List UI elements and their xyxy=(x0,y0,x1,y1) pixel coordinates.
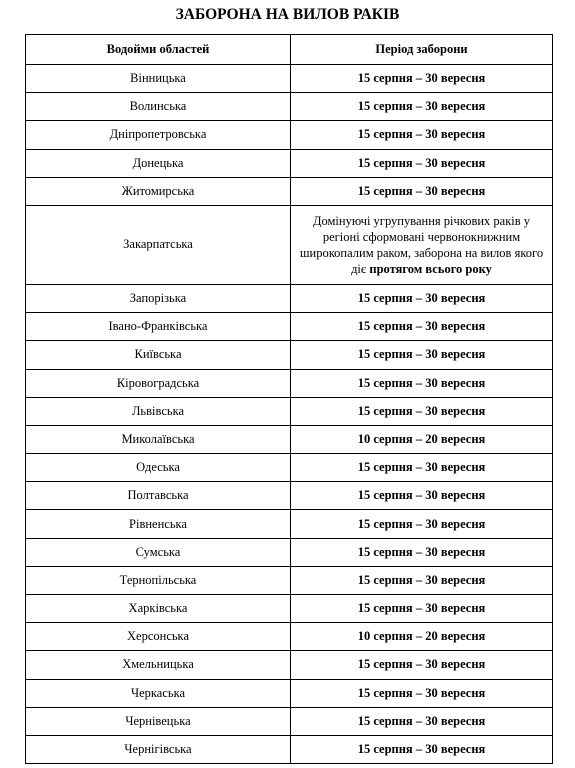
table-row xyxy=(26,397,553,425)
table-row xyxy=(26,313,553,341)
period-cell: 15 серпня – 30 вересня xyxy=(291,482,553,510)
table-row xyxy=(26,177,553,205)
table-row xyxy=(26,65,553,93)
header-region: Водойми областей xyxy=(26,35,291,65)
period-cell: 15 серпня – 30 вересня xyxy=(291,566,553,594)
region-cell: Чернівецька xyxy=(26,707,291,735)
region-cell: Донецька xyxy=(26,149,291,177)
period-note-cell xyxy=(291,205,553,284)
period-cell: 15 серпня – 30 вересня xyxy=(291,369,553,397)
period-cell: 15 серпня – 30 вересня xyxy=(291,93,553,121)
period-cell: 10 серпня – 20 вересня xyxy=(291,623,553,651)
period-cell: 15 серпня – 30 вересня xyxy=(291,538,553,566)
period-cell: 15 серпня – 30 вересня xyxy=(291,149,553,177)
table-row xyxy=(26,341,553,369)
region-cell: Київська xyxy=(26,341,291,369)
table-row xyxy=(26,623,553,651)
region-cell: Черкаська xyxy=(26,679,291,707)
table-row xyxy=(26,369,553,397)
table-row xyxy=(26,425,553,453)
table-row xyxy=(26,149,553,177)
period-cell: 15 серпня – 30 вересня xyxy=(291,510,553,538)
region-cell: Полтавська xyxy=(26,482,291,510)
period-cell: 15 серпня – 30 вересня xyxy=(291,454,553,482)
region-cell: Тернопільська xyxy=(26,566,291,594)
region-cell: Харківська xyxy=(26,595,291,623)
period-cell: 15 серпня – 30 вересня xyxy=(291,284,553,312)
table-row xyxy=(26,93,553,121)
region-cell: Закарпатська xyxy=(26,205,291,284)
period-note-text: Домінуючі угрупування річкових раків у регіоні сформовані червонокнижним широкопалим раком, заборона на вилов якого діє xyxy=(299,213,544,276)
region-cell: Чернігівська xyxy=(26,735,291,763)
region-cell: Херсонська xyxy=(26,623,291,651)
region-cell: Сумська xyxy=(26,538,291,566)
table-row xyxy=(26,735,553,763)
period-cell: 15 серпня – 30 вересня xyxy=(291,707,553,735)
region-cell: Рівненська xyxy=(26,510,291,538)
table-row xyxy=(26,205,553,284)
table-row xyxy=(26,538,553,566)
period-cell: 15 серпня – 30 вересня xyxy=(291,595,553,623)
period-cell: 10 серпня – 20 вересня xyxy=(291,425,553,453)
table-row xyxy=(26,284,553,312)
period-cell: 15 серпня – 30 вересня xyxy=(291,651,553,679)
period-cell: 15 серпня – 30 вересня xyxy=(291,341,553,369)
table-row xyxy=(26,482,553,510)
period-cell: 15 серпня – 30 вересня xyxy=(291,313,553,341)
region-cell: Запорізька xyxy=(26,284,291,312)
table-row xyxy=(26,651,553,679)
region-cell: Хмельницька xyxy=(26,651,291,679)
region-cell: Дніпропетровська xyxy=(26,121,291,149)
region-cell: Миколаївська xyxy=(26,425,291,453)
region-cell: Вінницька xyxy=(26,65,291,93)
period-cell: 15 серпня – 30 вересня xyxy=(291,65,553,93)
table-row xyxy=(26,595,553,623)
region-cell: Житомирська xyxy=(26,177,291,205)
period-cell: 15 серпня – 30 вересня xyxy=(291,397,553,425)
period-cell: 15 серпня – 30 вересня xyxy=(291,121,553,149)
table-row xyxy=(26,510,553,538)
table-row xyxy=(26,454,553,482)
region-cell: Львівська xyxy=(26,397,291,425)
header-period: Період заборони xyxy=(291,35,553,65)
period-cell: 15 серпня – 30 вересня xyxy=(291,679,553,707)
region-cell: Кіровоградська xyxy=(26,369,291,397)
period-note-emphasis: протягом всього року xyxy=(369,261,492,276)
table-row xyxy=(26,121,553,149)
document-title: ЗАБОРОНА НА ВИЛОВ РАКІВ xyxy=(175,6,400,23)
region-cell: Івано-Франківська xyxy=(26,313,291,341)
ban-periods-table xyxy=(25,34,553,764)
table-row xyxy=(26,707,553,735)
region-cell: Одеська xyxy=(26,454,291,482)
table-row xyxy=(26,566,553,594)
region-cell: Волинська xyxy=(26,93,291,121)
table-row xyxy=(26,679,553,707)
period-cell: 15 серпня – 30 вересня xyxy=(291,177,553,205)
period-cell: 15 серпня – 30 вересня xyxy=(291,735,553,763)
table-header-row xyxy=(26,35,553,65)
